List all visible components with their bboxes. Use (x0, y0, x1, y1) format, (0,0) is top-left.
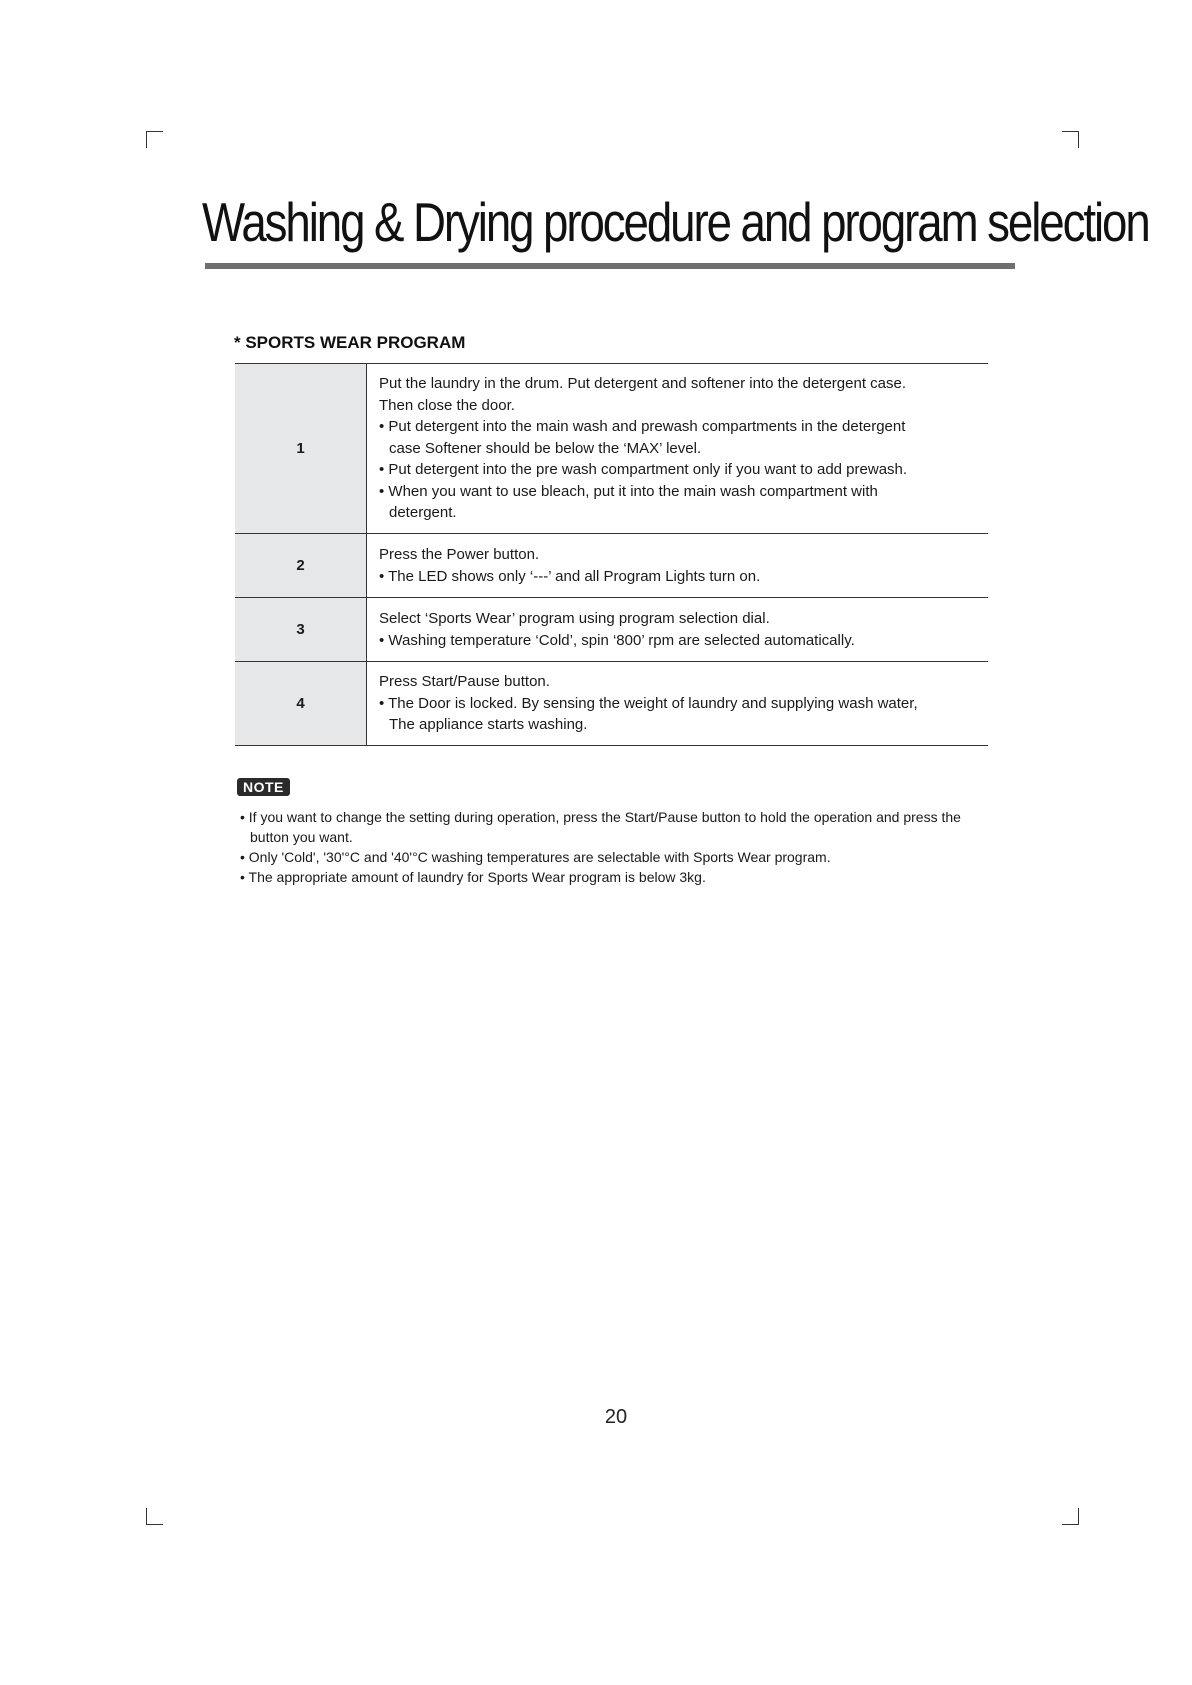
step-number: 1 (235, 364, 367, 534)
note-item: • If you want to change the setting during operation, press the Start/Pause button to hold the operation and press the button you want. (240, 809, 961, 845)
crop-mark-top-right (1062, 131, 1079, 148)
steps-table (235, 363, 988, 746)
step-description (367, 662, 989, 746)
title-underline (205, 263, 1015, 269)
step-number: 3 (235, 598, 367, 662)
note-list (240, 807, 990, 887)
step-number: 2 (235, 534, 367, 598)
step-number: 4 (235, 662, 367, 746)
page-number: 20 (604, 1406, 628, 1428)
note-item: • The appropriate amount of laundry for Sports Wear program is below 3kg. (240, 869, 706, 885)
step-description (367, 598, 989, 662)
crop-mark-bottom-left (146, 1508, 163, 1525)
page-title: Washing & Drying procedure and program selection (202, 191, 1149, 253)
step-bullet: • The LED shows only ‘---’ and all Program Lights turn on. (379, 567, 761, 585)
note-item: • Only 'Cold', '30'°C and '40'°C washing temperatures are selectable with Sports Wear program. (240, 849, 831, 865)
step-text: Press the Power button. (379, 546, 540, 563)
step-bullet: • Put detergent into the pre wash compartment only if you want to add prewash. (379, 461, 908, 479)
table-row (235, 534, 988, 598)
note-badge: NOTE (237, 778, 290, 796)
step-bullet: • Put detergent into the main wash and prewash compartments in the detergent case Softener should be below the ‘MAX’ level. (379, 418, 906, 457)
table-row (235, 598, 988, 662)
step-description (367, 364, 989, 534)
table-row (235, 662, 988, 746)
step-bullet: • Washing temperature ‘Cold’, spin ‘800’ rpm are selected automatically. (379, 631, 855, 649)
step-text: Then close the door. (379, 396, 515, 414)
step-description (367, 534, 989, 598)
step-bullet: • When you want to use bleach, put it into the main wash compartment with detergent. (379, 482, 878, 522)
crop-mark-bottom-right (1062, 1508, 1079, 1525)
step-text: Press Start/Pause button. (379, 673, 550, 691)
step-bullet: • The Door is locked. By sensing the weight of laundry and supplying wash water, The appliance starts washing. (379, 694, 918, 734)
section-heading: * SPORTS WEAR PROGRAM (234, 333, 466, 352)
crop-mark-top-left (146, 131, 163, 148)
step-text: Put the laundry in the drum. Put detergent and softener into the detergent case. (379, 375, 907, 393)
step-text: Select ‘Sports Wear’ program using program selection dial. (379, 610, 770, 627)
table-row (235, 364, 988, 534)
